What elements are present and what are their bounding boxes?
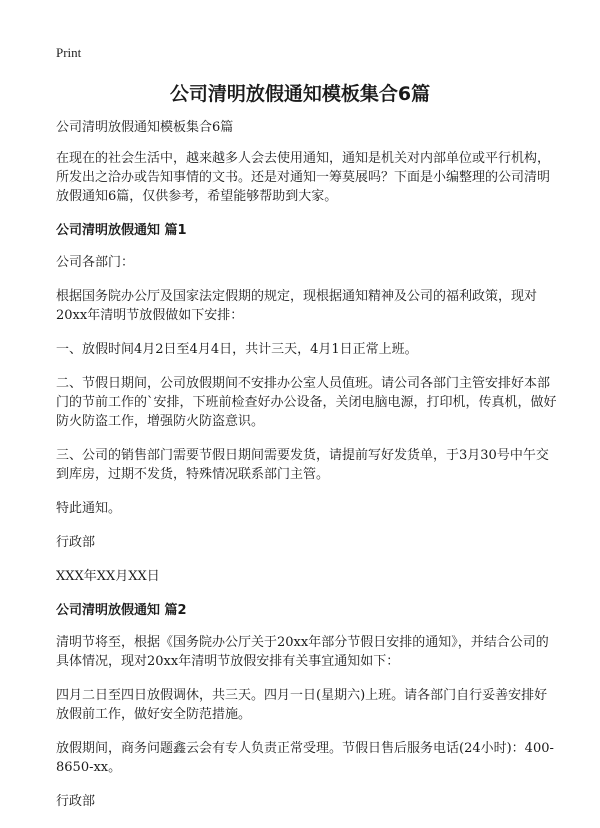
body-paragraph: 放假期间，商务问题鑫云会有专人负责正常受理。节假日售后服务电话(24小时)：400-8650-xx。 bbox=[56, 741, 554, 775]
closing-paragraph: 特此通知。 bbox=[56, 501, 122, 516]
section-heading: 公司清明放假通知 篇2 bbox=[56, 603, 187, 618]
print-link[interactable]: Print bbox=[56, 45, 82, 60]
document-subtitle: 公司清明放假通知模板集合6篇 bbox=[56, 120, 234, 135]
document-body bbox=[56, 118, 560, 826]
signature-department: 行政部 bbox=[56, 535, 96, 550]
body-paragraph: 四月二日至四日放假调休，共三天。四月一日(星期六)上班。请各部门自行妥善安排好放假前工作，做好安全防范措施。 bbox=[56, 688, 548, 722]
signature-department: 行政部 bbox=[56, 794, 96, 809]
greeting-paragraph: 公司各部门： bbox=[56, 255, 135, 270]
body-paragraph: 三、公司的销售部门需要节假日期间需要发货，请提前写好发货单，于3月30号中午交到库房，过期不发货，特殊情况联系部门主管。 bbox=[56, 448, 549, 482]
section-heading: 公司清明放假通知 篇1 bbox=[56, 223, 187, 238]
page-title: 公司清明放假通知模板集合6篇 bbox=[169, 83, 431, 105]
body-paragraph: 一、放假时间4月2日至4月4日，共计三天，4月1日正常上班。 bbox=[56, 342, 418, 357]
body-paragraph: 根据国务院办公厅及国家法定假期的规定，现根据通知精神及公司的福利政策，现对20xx年清明节放假做如下安排： bbox=[56, 289, 538, 323]
body-paragraph: 二、节假日期间，公司放假期间不安排办公室人员值班。请公司各部门主管安排好本部门的节前工作的`安排，下班前检查好办公设备，关闭电脑电源，打印机，传真机，做好防火防盗工作，增强防火防盗意识。 bbox=[56, 376, 557, 429]
body-paragraph: 清明节将至，根据《国务院办公厅关于20xx年部分节假日安排的通知》，并结合公司的具体情况，现对20xx年清明节放假安排有关事宜通知如下： bbox=[56, 635, 549, 669]
intro-paragraph: 在现在的社会生活中，越来越多人会去使用通知，通知是机关对内部单位或平行机构，所发出之洽办或告知事情的文书。还是对通知一筹莫展吗？下面是小编整理的公司清明放假通知6篇，仅供参考，希望能够帮助到大家。 bbox=[56, 151, 551, 204]
signature-date: XXX年XX月XX日 bbox=[56, 569, 160, 584]
